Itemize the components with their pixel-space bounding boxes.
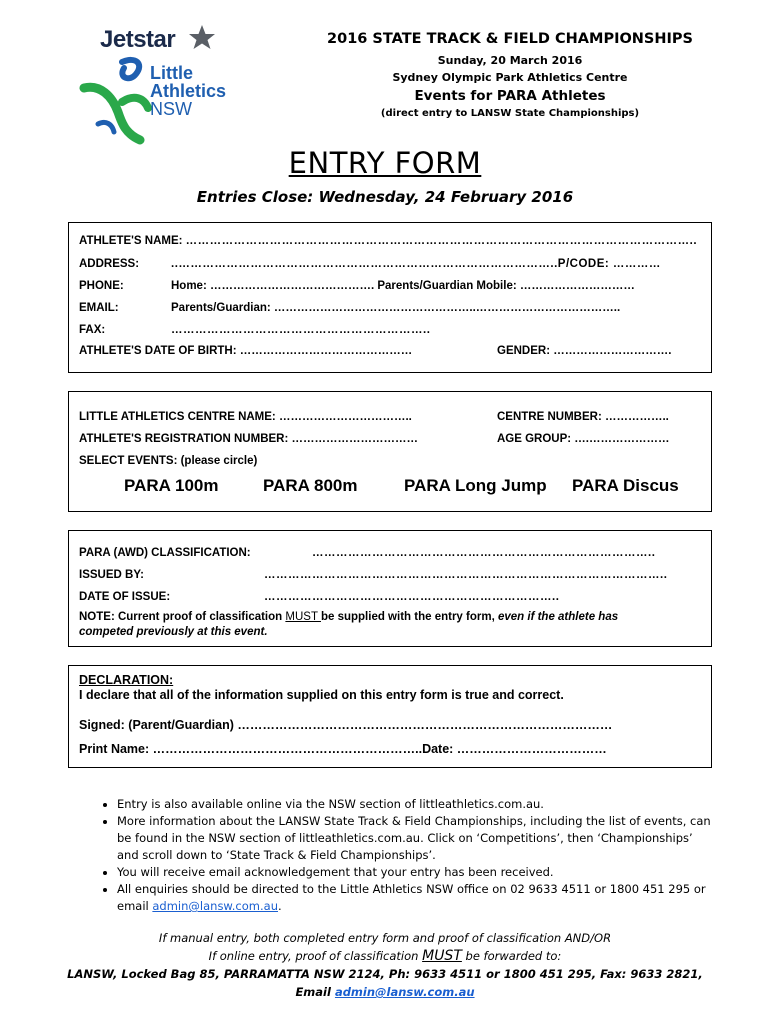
entries-close: Entries Close: Wednesday, 24 February 2016	[196, 188, 574, 206]
email-label: EMAIL:	[79, 302, 119, 314]
event-para-800m[interactable]: PARA 800m	[263, 476, 358, 495]
note-text-c: even if the athlete has	[497, 611, 619, 623]
event-para-discus[interactable]: PARA Discus	[572, 476, 679, 495]
list-item	[117, 864, 717, 881]
star-icon	[188, 24, 216, 50]
event-date: Sunday, 20 March 2016	[437, 54, 583, 67]
footer-email-link[interactable]: admin@lansw.com.au	[334, 985, 475, 999]
footer-online-text: If online entry, proof of classification	[208, 949, 423, 963]
logo-word-nsw: NSW	[150, 99, 192, 119]
jetstar-logo	[100, 26, 175, 54]
list-item	[117, 796, 717, 813]
classification-label: PARA (AWD) CLASSIFICATION:	[79, 547, 251, 559]
note-must: MUST	[285, 611, 321, 623]
championship-title: 2016 STATE TRACK & FIELD CHAMPIONSHIPS	[327, 31, 693, 47]
footer-line-4	[0, 983, 770, 1001]
athlete-name-label: ATHLETE'S NAME:	[79, 235, 183, 247]
phone-label: PHONE:	[79, 280, 124, 292]
classification-note	[79, 611, 618, 623]
age-group-field[interactable]: AGE GROUP: ….…………………	[497, 433, 670, 445]
gender-field[interactable]: GENDER: ………………………….	[497, 345, 672, 357]
signature-field[interactable]: Signed: (Parent/Guardian) ………………………………………………………………………………	[79, 718, 613, 732]
event-para-long-jump[interactable]: PARA Long Jump	[404, 476, 547, 495]
little-athletics-wordmark	[150, 64, 226, 118]
footer-email-label: Email	[295, 985, 335, 999]
select-events-label: SELECT EVENTS: (please circle)	[79, 455, 258, 467]
note-online-entry: Entry is also available online via the NSW section of littleathletics.com.au.	[117, 797, 544, 811]
declaration-section	[68, 665, 712, 768]
event-subtitle: Events for PARA Athletes	[414, 88, 606, 104]
event-para-100m[interactable]: PARA 100m	[124, 476, 219, 495]
note-enquiries: All enquiries should be directed to the Little Athletics NSW office on 02 9633 4511 or 1800 451 295 or email	[117, 882, 706, 913]
classification-field[interactable]: …………………………………………………………………………..	[312, 547, 656, 559]
event-entry-note: (direct entry to LANSW State Championships)	[380, 108, 640, 119]
declaration-heading: DECLARATION:	[79, 673, 174, 687]
note-enquiries-end: .	[278, 899, 282, 913]
note-text-a: NOTE: Current proof of classification	[79, 611, 286, 623]
note-acknowledgement: You will receive email acknowledgement that your entry has been received.	[117, 865, 554, 879]
athlete-name-row	[79, 235, 697, 247]
date-of-issue-field[interactable]: ………………………………………………………………..	[264, 591, 560, 603]
footer-must: MUST	[422, 948, 462, 964]
print-name-field[interactable]: Print Name: ………………………………………………………..Date: ………………………………	[79, 742, 607, 756]
note-more-info: More information about the LANSW State Track & Field Championships, including the list of events, can be found in the NSW section of littleathletics.com.au. Click on ‘Competitions’, then ‘Championships’ and scroll down to ‘State Track & Field Championships’.	[117, 814, 711, 862]
classification-section	[68, 530, 712, 647]
fax-label: FAX:	[79, 324, 106, 336]
athlete-details-section	[68, 222, 712, 373]
phone-field[interactable]: Home: ……………………………………. Parents/Guardian Mobile: …………………………	[171, 280, 635, 292]
registration-number-field[interactable]: ATHLETE'S REGISTRATION NUMBER: ……………………………	[79, 433, 418, 445]
event-venue: Sydney Olympic Park Athletics Centre	[392, 71, 628, 84]
logo-word-athletics: Athletics	[150, 81, 227, 101]
issued-by-label: ISSUED BY:	[79, 569, 144, 581]
footer-line-2	[0, 947, 770, 965]
list-item	[117, 813, 717, 864]
centre-number-field[interactable]: CENTRE NUMBER: ……………..	[497, 411, 669, 423]
footer-line-1: If manual entry, both completed entry form and proof of classification AND/OR	[158, 931, 612, 945]
little-athletics-logo	[78, 54, 258, 146]
footer-forwarded-text: be forwarded to:	[461, 949, 562, 963]
information-list	[95, 796, 717, 915]
athlete-name-field[interactable]: ………………………………………………………………………………………………………………..	[185, 235, 698, 247]
logo-word-little: Little	[150, 63, 193, 83]
centre-events-section	[68, 391, 712, 512]
list-item	[117, 881, 717, 915]
email-field[interactable]: Parents/Guardian: ……………………………………………..………………………………..	[171, 302, 621, 314]
dob-field[interactable]: ATHLETE'S DATE OF BIRTH: ………………………………………	[79, 345, 413, 357]
issued-by-field[interactable]: ………………………………………………………………………………………..	[264, 569, 668, 581]
jetstar-wordmark: Jetstar	[100, 26, 176, 53]
note-text-b: be supplied with the entry form,	[320, 611, 498, 623]
address-label: ADDRESS:	[79, 258, 140, 270]
date-of-issue-label: DATE OF ISSUE:	[79, 591, 171, 603]
centre-name-field[interactable]: LITTLE ATHLETICS CENTRE NAME: ……………………………..	[79, 411, 412, 423]
declaration-statement: I declare that all of the information supplied on this entry form is true and correct.	[79, 688, 564, 702]
note-text-d: competed previously at this event.	[79, 626, 268, 638]
footer-address: LANSW, Locked Bag 85, PARRAMATTA NSW 2124, Ph: 9633 4511 or 1800 451 295, Fax: 9633 2821,	[67, 967, 703, 981]
fax-field[interactable]: ………………………………………………………..	[171, 324, 431, 336]
address-field[interactable]: ..…………………………………………………………………………………..P/CODE: …………	[171, 258, 661, 270]
form-title: ENTRY FORM	[288, 146, 482, 180]
admin-email-link[interactable]: admin@lansw.com.au	[152, 899, 278, 913]
footer	[0, 929, 770, 1001]
